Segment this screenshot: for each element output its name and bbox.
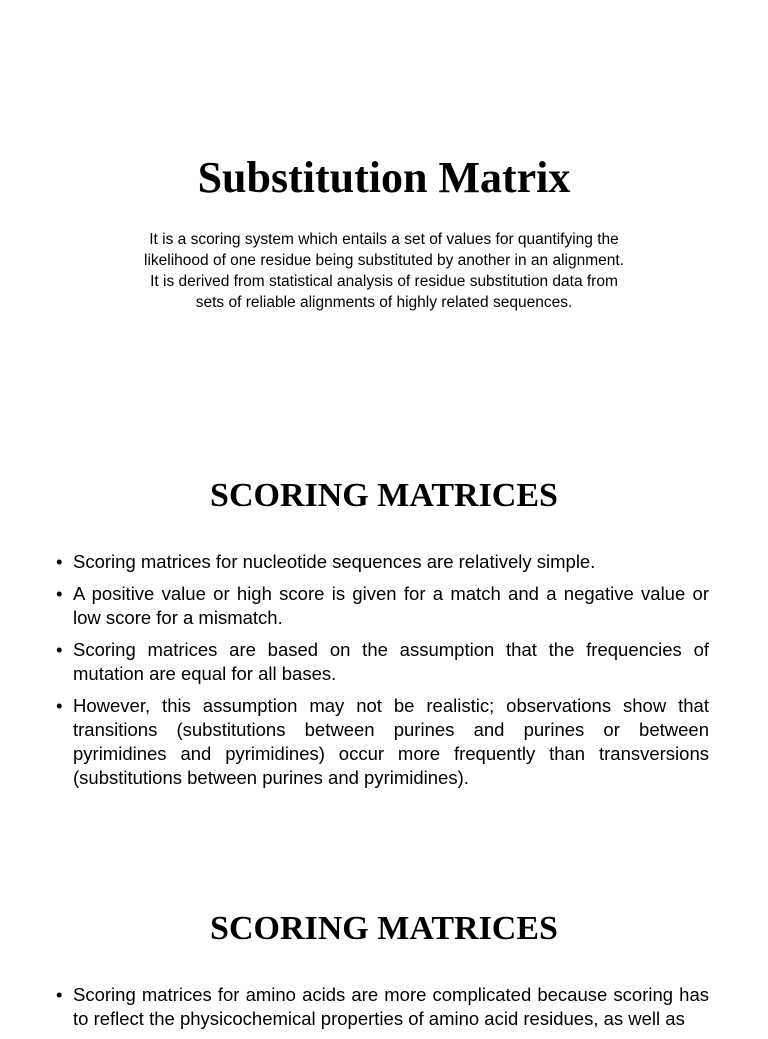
section-title-scoring-matrices: SCORING MATRICES [210,477,558,514]
bullet-icon: • [56,551,63,572]
bullet-list-amino-acid [56,983,709,1039]
bullet-item [56,550,709,574]
subtitle-line: It is a scoring system which entails a set of values for quantifying the [149,231,619,248]
bullet-text: A positive value or high score is given for a match and a negative value or low score for a mismatch. [73,583,709,628]
section-title-scoring-matrices-2: SCORING MATRICES [210,910,558,947]
slide-subtitle-definition [100,229,668,313]
bullet-list-nucleotide [56,550,709,798]
bullet-text: Scoring matrices for amino acids are more complicated because scoring has to reflect the physicochemical properties of amino acid residues, as well as [73,984,709,1029]
subtitle-line: It is derived from statistical analysis of residue substitution data from [150,273,618,290]
subtitle-line: likelihood of one residue being substituted by another in an alignment. [144,252,624,269]
bullet-item [56,582,709,630]
bullet-icon: • [56,695,63,716]
bullet-text: However, this assumption may not be realistic; observations show that transitions (substitutions between purines and purines or between pyrimidines and pyrimidines) occur more frequently than transversions (substitutions between purines and pyrimidines). [73,695,709,788]
bullet-icon: • [56,583,63,604]
bullet-item [56,638,709,686]
slide-title-substitution-matrix: Substitution Matrix [197,153,571,202]
bullet-icon: • [56,639,63,660]
bullet-text: Scoring matrices are based on the assumption that the frequencies of mutation are equal for all bases. [73,639,709,684]
bullet-icon: • [56,984,63,1005]
bullet-text: Scoring matrices for nucleotide sequences are relatively simple. [73,551,596,572]
bullet-item [56,694,709,790]
subtitle-line: sets of reliable alignments of highly related sequences. [195,294,573,311]
